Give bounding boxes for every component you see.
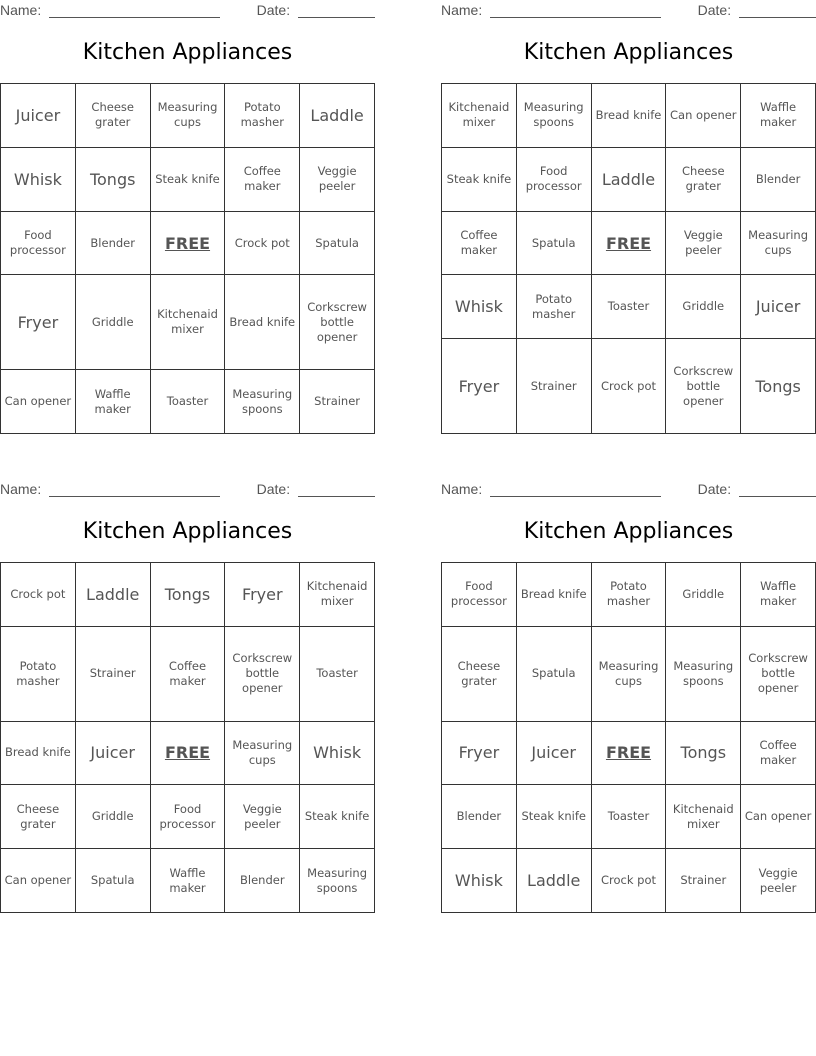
card-title: Kitchen Appliances [82, 40, 293, 65]
bingo-cell: Strainer [300, 370, 375, 434]
bingo-cell: Fryer [442, 721, 517, 785]
bingo-cell: Strainer [75, 626, 150, 721]
bingo-cell: Strainer [516, 339, 591, 434]
free-space: FREE [150, 721, 225, 785]
bingo-cell: Steak knife [150, 147, 225, 211]
date-field [257, 481, 375, 497]
date-label: Date: [256, 481, 294, 497]
bingo-cell: Coffee maker [741, 721, 816, 785]
date-blank[interactable] [739, 483, 816, 497]
card-header [441, 479, 816, 503]
bingo-cell: Spatula [300, 211, 375, 275]
bingo-cell: Tongs [150, 563, 225, 627]
bingo-cell: Griddle [75, 275, 150, 370]
name-field [0, 2, 220, 18]
free-space: FREE [591, 721, 666, 785]
grid-row [442, 721, 816, 785]
bingo-cell: Coffee maker [225, 147, 300, 211]
grid-row [1, 721, 375, 785]
date-blank[interactable] [298, 4, 375, 18]
bingo-cell: Blender [75, 211, 150, 275]
date-field [257, 2, 375, 18]
grid-row [1, 211, 375, 275]
bingo-cell: Griddle [75, 785, 150, 849]
bingo-cell: Can opener [666, 84, 741, 148]
date-label: Date: [697, 2, 735, 18]
bingo-cell: Bread knife [591, 84, 666, 148]
date-field [698, 481, 816, 497]
grid-row [442, 339, 816, 434]
bingo-cell: Kitchenaid mixer [150, 275, 225, 370]
bingo-cell: Laddle [300, 84, 375, 148]
bingo-cell: Toaster [150, 370, 225, 434]
name-label: Name: [441, 2, 487, 18]
bingo-cell: Food processor [516, 147, 591, 211]
grid-row [442, 147, 816, 211]
card-title: Kitchen Appliances [82, 519, 293, 544]
date-blank[interactable] [739, 4, 816, 18]
bingo-cell: Corkscrew bottle opener [741, 626, 816, 721]
grid-row [1, 849, 375, 913]
bingo-cell: Corkscrew bottle opener [300, 275, 375, 370]
bingo-cell: Blender [225, 849, 300, 913]
bingo-cell: Spatula [516, 626, 591, 721]
bingo-cell: Cheese grater [75, 84, 150, 148]
name-label: Name: [0, 481, 46, 497]
bingo-cell: Veggie peeler [225, 785, 300, 849]
bingo-cell: Steak knife [442, 147, 517, 211]
bingo-grid [0, 83, 375, 434]
name-field [441, 481, 661, 497]
bingo-cell: Steak knife [516, 785, 591, 849]
bingo-cell: Measuring cups [741, 211, 816, 275]
bingo-cell: Food processor [1, 211, 76, 275]
bingo-cell: Potato masher [1, 626, 76, 721]
bingo-cell: Laddle [516, 849, 591, 913]
bingo-cell: Spatula [75, 849, 150, 913]
bingo-card-1 [0, 0, 375, 416]
bingo-cell: Juicer [516, 721, 591, 785]
bingo-cell: Tongs [75, 147, 150, 211]
grid-row [442, 626, 816, 721]
date-field [698, 2, 816, 18]
bingo-cell: Bread knife [1, 721, 76, 785]
bingo-grid [0, 562, 375, 913]
free-space: FREE [591, 211, 666, 275]
bingo-cell: Kitchenaid mixer [442, 84, 517, 148]
bingo-cell: Crock pot [1, 563, 76, 627]
bingo-cell: Kitchenaid mixer [300, 563, 375, 627]
date-label: Date: [697, 481, 735, 497]
bingo-cell: Veggie peeler [741, 849, 816, 913]
bingo-cell: Coffee maker [150, 626, 225, 721]
bingo-cell: Measuring cups [591, 626, 666, 721]
bingo-cell: Crock pot [591, 339, 666, 434]
bingo-cell: Measuring spoons [516, 84, 591, 148]
bingo-cell: Toaster [591, 785, 666, 849]
bingo-cell: Can opener [1, 849, 76, 913]
date-label: Date: [256, 2, 294, 18]
bingo-cell: Blender [442, 785, 517, 849]
bingo-cell: Food processor [442, 563, 517, 627]
bingo-cell: Potato masher [516, 275, 591, 339]
name-field [441, 2, 661, 18]
bingo-cell: Measuring spoons [300, 849, 375, 913]
bingo-cell: Can opener [1, 370, 76, 434]
bingo-cell: Food processor [150, 785, 225, 849]
bingo-cell: Measuring spoons [666, 626, 741, 721]
bingo-cell: Toaster [591, 275, 666, 339]
name-blank[interactable] [490, 483, 661, 497]
grid-row [1, 370, 375, 434]
bingo-cell: Whisk [1, 147, 76, 211]
date-blank[interactable] [298, 483, 375, 497]
bingo-cell: Spatula [516, 211, 591, 275]
bingo-cell: Laddle [591, 147, 666, 211]
bingo-cell: Veggie peeler [300, 147, 375, 211]
bingo-cell: Steak knife [300, 785, 375, 849]
bingo-cell: Griddle [666, 275, 741, 339]
name-label: Name: [0, 2, 46, 18]
name-blank[interactable] [490, 4, 661, 18]
bingo-cell: Juicer [75, 721, 150, 785]
card-header [0, 479, 375, 503]
card-title: Kitchen Appliances [523, 519, 734, 544]
grid-row [442, 563, 816, 627]
bingo-cell: Whisk [442, 275, 517, 339]
bingo-cell: Strainer [666, 849, 741, 913]
bingo-cell: Fryer [1, 275, 76, 370]
bingo-cell: Potato masher [591, 563, 666, 627]
grid-row [1, 84, 375, 148]
bingo-cell: Laddle [75, 563, 150, 627]
bingo-cell: Waffle maker [741, 563, 816, 627]
bingo-cell: Waffle maker [150, 849, 225, 913]
card-header [0, 0, 375, 24]
name-field [0, 481, 220, 497]
grid-row [442, 84, 816, 148]
bingo-cell: Corkscrew bottle opener [666, 339, 741, 434]
bingo-cell: Fryer [225, 563, 300, 627]
bingo-cell: Toaster [300, 626, 375, 721]
name-label: Name: [441, 481, 487, 497]
bingo-cell: Juicer [741, 275, 816, 339]
bingo-cell: Coffee maker [442, 211, 517, 275]
bingo-cell: Waffle maker [741, 84, 816, 148]
bingo-grid [441, 83, 816, 434]
grid-row [442, 785, 816, 849]
bingo-cell: Crock pot [225, 211, 300, 275]
grid-row [1, 147, 375, 211]
bingo-card-3 [0, 479, 375, 895]
bingo-cell: Potato masher [225, 84, 300, 148]
bingo-card-2 [441, 0, 816, 408]
bingo-cell: Corkscrew bottle opener [225, 626, 300, 721]
bingo-cell: Whisk [442, 849, 517, 913]
grid-row [1, 785, 375, 849]
name-blank[interactable] [49, 4, 220, 18]
card-header [441, 0, 816, 24]
bingo-cell: Fryer [442, 339, 517, 434]
bingo-cell: Cheese grater [442, 626, 517, 721]
bingo-cell: Cheese grater [1, 785, 76, 849]
bingo-cell: Cheese grater [666, 147, 741, 211]
grid-row [1, 563, 375, 627]
bingo-cell: Griddle [666, 563, 741, 627]
bingo-cell: Juicer [1, 84, 76, 148]
bingo-cell: Can opener [741, 785, 816, 849]
bingo-cell: Bread knife [225, 275, 300, 370]
free-space: FREE [150, 211, 225, 275]
bingo-cell: Blender [741, 147, 816, 211]
grid-row [1, 626, 375, 721]
bingo-cell: Bread knife [516, 563, 591, 627]
grid-row [1, 275, 375, 370]
bingo-cell: Tongs [741, 339, 816, 434]
bingo-grid [441, 562, 816, 913]
bingo-cell: Measuring cups [225, 721, 300, 785]
bingo-cell: Veggie peeler [666, 211, 741, 275]
grid-row [442, 211, 816, 275]
bingo-cell: Measuring cups [150, 84, 225, 148]
bingo-cell: Whisk [300, 721, 375, 785]
bingo-cell: Crock pot [591, 849, 666, 913]
bingo-cell: Tongs [666, 721, 741, 785]
card-title: Kitchen Appliances [523, 40, 734, 65]
bingo-cell: Measuring spoons [225, 370, 300, 434]
bingo-card-4 [441, 479, 816, 895]
name-blank[interactable] [49, 483, 220, 497]
bingo-cell: Waffle maker [75, 370, 150, 434]
grid-row [442, 275, 816, 339]
grid-row [442, 849, 816, 913]
bingo-cell: Kitchenaid mixer [666, 785, 741, 849]
